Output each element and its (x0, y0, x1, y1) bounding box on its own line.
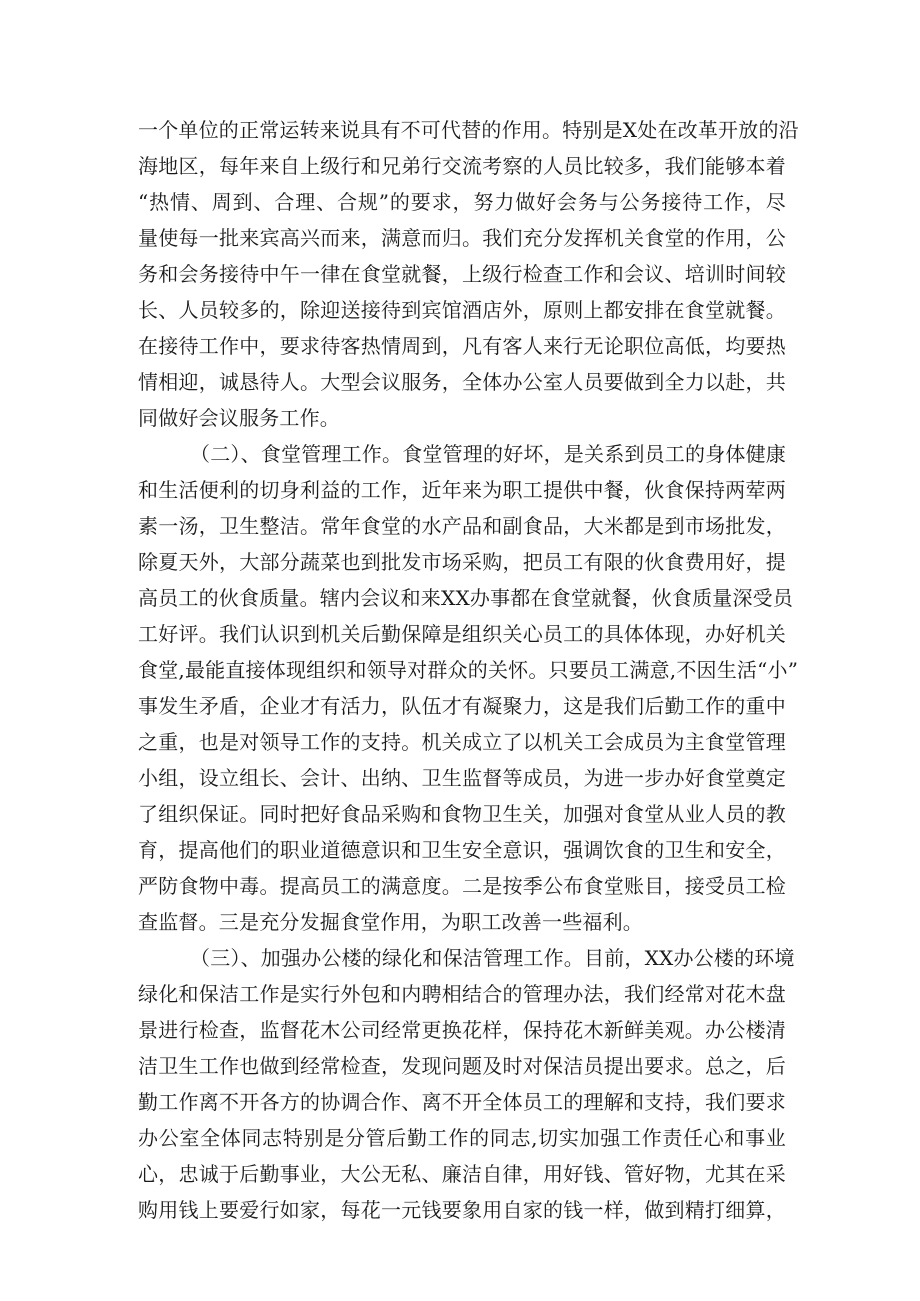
text-line: 高员工的伙食质量。辖内会议和来XX办事都在食堂就餐，伙食质量深受员 (138, 586, 794, 610)
text-line: 之重，也是对领导工作的支持。机关成立了以机关工会成员为主食堂管理 (138, 730, 786, 754)
text-line: 海地区，每年来自上级行和兄弟行交流考察的人员比较多，我们能够本着 (138, 154, 786, 178)
text-line: 勤工作离不开各方的协调合作、离不开全体员工的理解和支持，我们要求 (138, 1090, 786, 1114)
text-line: 购用钱上要爱行如家，每花一元钱要象用自家的钱一样，做到精打细算， (138, 1198, 786, 1222)
text-line: 食堂,最能直接体现组织和领导对群众的关怀。只要员工满意,不因生活“小” (138, 658, 799, 682)
text-line: 和生活便利的切身利益的工作，近年来为职工提供中餐，伙食保持两荤两 (138, 478, 786, 502)
text-line: 一个单位的正常运转来说具有不可代替的作用。特别是X处在改革开放的沿 (138, 118, 799, 142)
text-line: 洁卫生工作也做到经常检查，发现问题及时对保洁员提出要求。总之，后 (138, 1054, 786, 1078)
text-line: 同做好会议服务工作。 (138, 406, 340, 430)
text-line: 了组织保证。同时把好食品采购和食物卫生关，加强对食堂从业人员的教 (138, 802, 786, 826)
text-line: “热情、周到、合理、合规”的要求，努力做好会务与公务接待工作，尽 (138, 190, 786, 214)
document-body (138, 112, 799, 1228)
text-line: 情相迎，诚恳待人。大型会议服务，全体办公室人员要做到全力以赴，共 (138, 370, 786, 394)
text-line: 除夏天外，大部分蔬菜也到批发市场采购，把员工有限的伙食费用好，提 (138, 550, 786, 574)
paragraph-1 (138, 112, 799, 436)
text-line: （二）、食堂管理工作。食堂管理的好坏，是关系到员工的身体健康 (190, 442, 786, 466)
text-line: 长、人员较多的，除迎送接待到宾馆酒店外，原则上都安排在食堂就餐。 (138, 298, 786, 322)
text-line: 务和会务接待中午一律在食堂就餐，上级行检查工作和会议、培训时间较 (138, 262, 786, 286)
text-line: 心，忠诚于后勤事业，大公无私、廉洁自律，用好钱、管好物，尤其在采 (138, 1162, 786, 1186)
text-line: （三）、加强办公楼的绿化和保洁管理工作。目前，XX办公楼的环境 (190, 946, 795, 970)
text-line: 严防食物中毒。提高员工的满意度。二是按季公布食堂账目，接受员工检 (138, 874, 786, 898)
text-line: 查监督。三是充分发掘食堂作用，为职工改善一些福利。 (138, 910, 643, 934)
text-line: 办公室全体同志特别是分管后勤工作的同志,切实加强工作责任心和事业 (138, 1126, 786, 1150)
text-line: 小组，设立组长、会计、出纳、卫生监督等成员，为进一步办好食堂奠定 (138, 766, 786, 790)
paragraph-3 (138, 940, 795, 1228)
text-line: 事发生矛盾，企业才有活力，队伍才有凝聚力，这是我们后勤工作的重中 (138, 694, 786, 718)
text-line: 景进行检查，监督花木公司经常更换花样，保持花木新鲜美观。办公楼清 (138, 1018, 786, 1042)
paragraph-2 (138, 436, 799, 940)
text-line: 绿化和保洁工作是实行外包和内聘相结合的管理办法，我们经常对花木盘 (138, 982, 786, 1006)
text-line: 量使每一批来宾高兴而来，满意而归。我们充分发挥机关食堂的作用，公 (138, 226, 786, 250)
text-line: 育，提高他们的职业道德意识和卫生安全意识，强调饮食的卫生和安全， (138, 838, 786, 862)
text-line: 在接待工作中，要求待客热情周到，凡有客人来行无论职位高低，均要热 (138, 334, 786, 358)
text-line: 素一汤，卫生整洁。常年食堂的水产品和副食品，大米都是到市场批发， (138, 514, 786, 538)
text-line: 工好评。我们认识到机关后勤保障是组织关心员工的具体体现，办好机关 (138, 622, 786, 646)
